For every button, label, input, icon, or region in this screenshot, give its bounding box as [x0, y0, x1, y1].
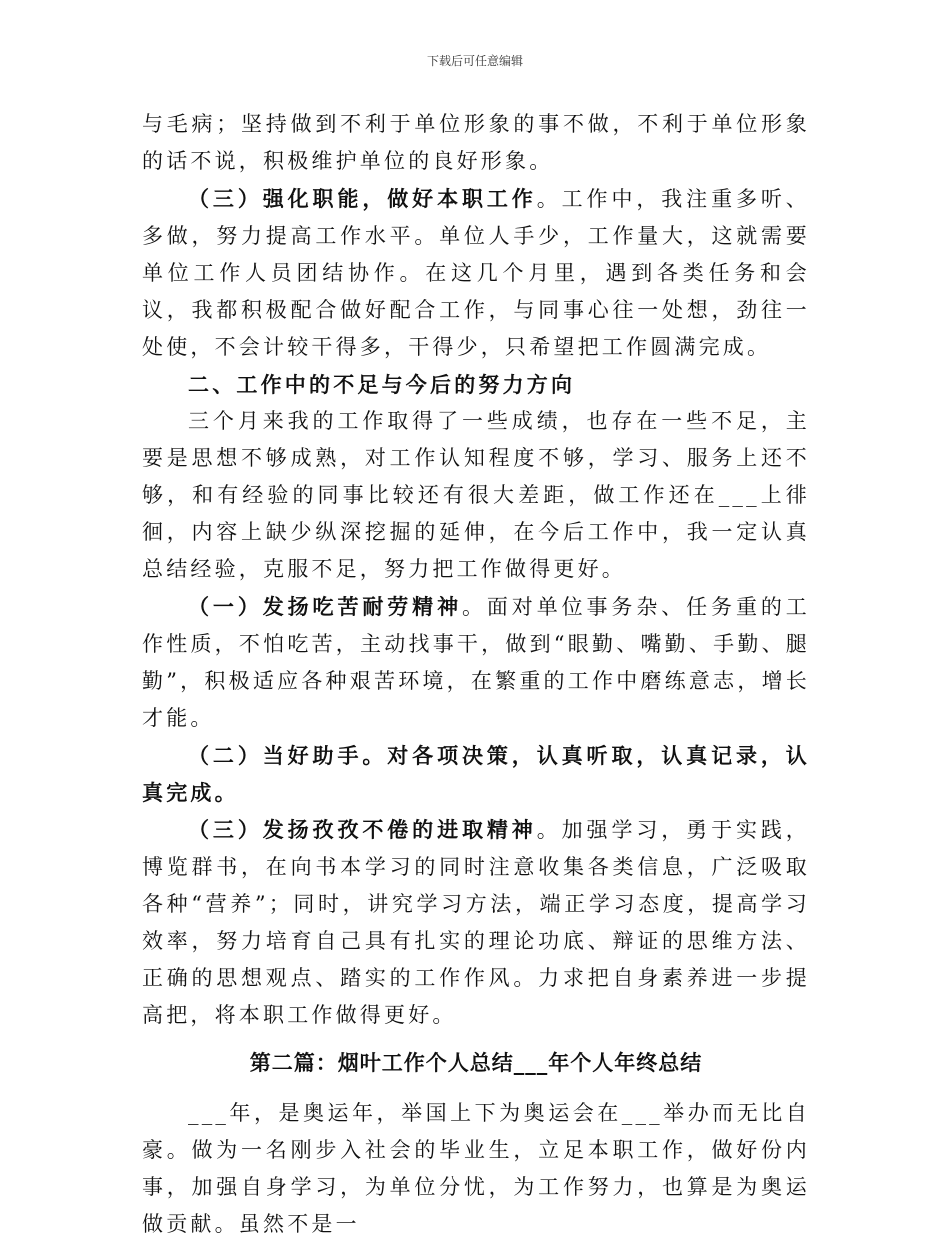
paragraph-5: （二）当好助手。对各项决策，认真听取，认真记录，认真完成。: [142, 743, 810, 805]
paragraph-2-body: 。工作中，我注重多听、多做，努力提高工作水平。单位人手少，工作量大，这就需要单位工作人员团结协作。在这几个月里，遇到各类任务和会议，我都积极配合做好配合工作，与同事心往一处想，劲往一处使，不会计较干得多，干得少，只希望把工作圆满完成。: [142, 187, 810, 359]
page-header: 下载后可任意编辑: [426, 54, 523, 68]
paragraph-1: 与毛病；坚持做到不利于单位形象的事不做，不利于单位形象的话不说，积极维护单位的良好形象。: [142, 112, 810, 173]
paragraph-2: [142, 180, 810, 366]
paragraph-6-lead: （三）发扬孜孜不倦的进取精神: [188, 817, 537, 842]
chapter-title: 第二篇：烟叶工作个人总结___年个人年终总结: [249, 1050, 703, 1075]
document-body: [142, 106, 810, 1243]
paragraph-4-lead: （一）发扬吃苦耐劳精神: [188, 594, 462, 619]
paragraph-6-body: 。加强学习，勇于实践，博览群书，在向书本学习的同时注意收集各类信息，广泛吸取各种“营养”；同时，讲究学习方法，端正学习态度，提高学习效率，努力培育自己具有扎实的理论功底、辩证的思维方法、正确的思想观点、踏实的工作作风。力求把自身素养进一步提高把，将本职工作做得更好。: [142, 818, 810, 1027]
paragraph-4-body: 。面对单位事务杂、任务重的工作性质，不怕吃苦，主动找事干，做到“眼勤、嘴勤、手勤、腿勤”，积极适应各种艰苦环境，在繁重的工作中磨练意志，增长才能。: [142, 595, 810, 730]
section-heading-2: 二、工作中的不足与今后的努力方向: [188, 372, 576, 397]
paragraph-6: [142, 811, 810, 1034]
paragraph-3: 三个月来我的工作取得了一些成绩，也存在一些不足，主要是思想不够成熟，对工作认知程度不够，学习、服务上还不够，和有经验的同事比较还有很大差距，做工作还在___上徘徊，内容上缺少纵深挖掘的延伸，在今后工作中，我一定认真总结经验，克服不足，努力把工作做得更好。: [142, 409, 810, 581]
paragraph-2-lead: （三）强化职能，做好本职工作: [188, 186, 537, 211]
paragraph-4: [142, 588, 810, 737]
paragraph-7: ___年，是奥运年，举国上下为奥运会在___举办而无比自豪。做为一名刚步入社会的毕业生，立足本职工作，做好份内事，加强自身学习，为单位分忧，为工作努力，也算是为奥运做贡献。虽然不是一: [142, 1101, 810, 1236]
